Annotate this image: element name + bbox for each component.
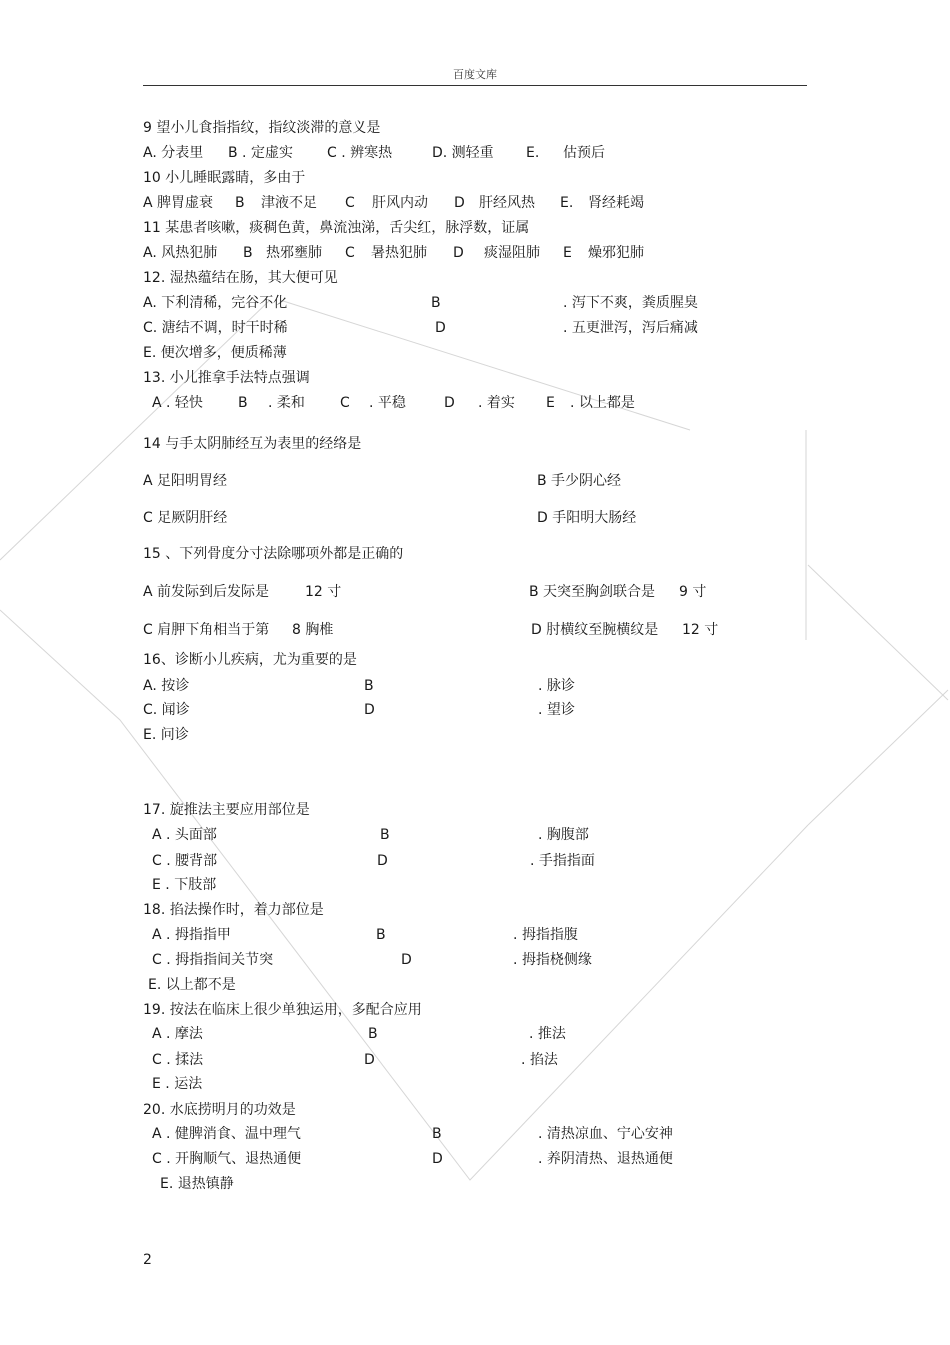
q20-option-b-text: . 清热凉血、宁心安神 xyxy=(538,1126,673,1142)
q17-option-b-letter: B xyxy=(380,827,390,843)
q19-option-d-letter: D xyxy=(364,1052,375,1068)
q16-option-d-letter: D xyxy=(364,702,375,718)
q19-option-d-text: . 掐法 xyxy=(521,1052,558,1068)
header-divider xyxy=(143,85,807,86)
q10-option-d-text: 肝经风热 xyxy=(479,195,535,211)
q12-option-d-text: . 五更泄泻，泻后痛减 xyxy=(563,320,698,336)
q19-option-b-letter: B xyxy=(368,1026,378,1042)
q15-option-a: A 前发际到后发际是 xyxy=(143,584,270,600)
q15-option-c-value: 8 胸椎 xyxy=(292,622,334,638)
q12-option-b-text: . 泻下不爽，粪质腥臭 xyxy=(563,295,698,311)
q11-option-c-letter: C xyxy=(345,245,355,261)
question-15: 15 、下列骨度分寸法除哪项外都是正确的 xyxy=(143,546,404,562)
q16-option-a: A. 按诊 xyxy=(143,678,190,694)
q19-option-a: A . 摩法 xyxy=(152,1026,203,1042)
q15-option-d: D 肘横纹至腕横纹是 xyxy=(531,622,659,638)
question-13: 13. 小儿推拿手法特点强调 xyxy=(143,370,310,386)
q16-option-b-letter: B xyxy=(364,678,374,694)
q13-option-c-letter: C xyxy=(340,395,350,411)
q16-option-e: E. 问诊 xyxy=(143,727,189,743)
q10-option-e-letter: E. xyxy=(560,195,574,211)
question-19: 19. 按法在临床上很少单独运用，多配合应用 xyxy=(143,1002,422,1018)
q17-option-c: C . 腰背部 xyxy=(152,853,218,869)
q11-option-d-letter: D xyxy=(453,245,464,261)
q12-option-a: A. 下利清稀，完谷不化 xyxy=(143,295,288,311)
q15-option-b-value: 9 寸 xyxy=(679,584,707,600)
q14-option-d: D 手阳明大肠经 xyxy=(537,510,637,526)
question-11: 11 某患者咳嗽，痰稠色黄，鼻流浊涕，舌尖红，脉浮数，证属 xyxy=(143,220,530,236)
q15-option-c: C 肩胛下角相当于第 xyxy=(143,622,270,638)
q14-option-a: A 足阳明胃经 xyxy=(143,473,228,489)
q11-option-b-letter: B xyxy=(243,245,253,261)
q10-option-e-text: 肾经耗竭 xyxy=(588,195,644,211)
q12-option-c: C. 溏结不调，时干时稀 xyxy=(143,320,288,336)
q10-option-b-text: 津液不足 xyxy=(261,195,317,211)
q11-option-d-text: 痰湿阻肺 xyxy=(484,245,540,261)
q11-option-b-text: 热邪壅肺 xyxy=(266,245,322,261)
q17-option-d-text: . 手指指面 xyxy=(530,853,595,869)
q19-option-c: C . 揉法 xyxy=(152,1052,204,1068)
q11-option-e-letter: E xyxy=(563,245,572,261)
q10-option-d-letter: D xyxy=(454,195,465,211)
q20-option-a: A . 健脾消食、温中理气 xyxy=(152,1126,301,1142)
q14-option-c: C 足厥阴肝经 xyxy=(143,510,228,526)
q9-option-d: D. 测轻重 xyxy=(432,145,494,161)
q17-option-d-letter: D xyxy=(377,853,388,869)
q20-option-c: C . 开胸顺气、退热通便 xyxy=(152,1151,302,1167)
q12-option-d-letter: D xyxy=(435,320,446,336)
q16-option-c: C. 闻诊 xyxy=(143,702,190,718)
q17-option-b-text: . 胸腹部 xyxy=(538,827,589,843)
q12-option-e: E. 便次增多，便质稀薄 xyxy=(143,345,287,361)
question-18: 18. 掐法操作时，着力部位是 xyxy=(143,902,324,918)
q18-option-e: E. 以上都不是 xyxy=(148,977,236,993)
q18-option-d-text: . 拇指桡侧缘 xyxy=(513,952,592,968)
q9-option-b: B . 定虚实 xyxy=(228,145,293,161)
q17-option-a: A . 头面部 xyxy=(152,827,217,843)
q13-option-b-text: . 柔和 xyxy=(268,395,305,411)
q13-option-b-letter: B xyxy=(238,395,248,411)
q19-option-b-text: . 推法 xyxy=(529,1026,566,1042)
question-16: 16、诊断小儿疾病，尤为重要的是 xyxy=(143,652,357,668)
q13-option-d-text: . 着实 xyxy=(478,395,515,411)
q10-option-c-letter: C xyxy=(345,195,355,211)
q12-option-b-letter: B xyxy=(431,295,441,311)
q18-option-d-letter: D xyxy=(401,952,412,968)
question-9: 9 望小儿食指指纹，指纹淡滞的意义是 xyxy=(143,120,381,136)
q10-option-a: A 脾胃虚衰 xyxy=(143,195,214,211)
q13-option-e-text: . 以上都是 xyxy=(570,395,635,411)
question-17: 17. 旋推法主要应用部位是 xyxy=(143,802,310,818)
q9-option-a: A. 分表里 xyxy=(143,145,204,161)
q13-option-d-letter: D xyxy=(444,395,455,411)
q9-option-e-text: 估预后 xyxy=(563,145,605,161)
question-20: 20. 水底捞明月的功效是 xyxy=(143,1102,296,1118)
q20-option-d-text: . 养阴清热、退热通便 xyxy=(538,1151,673,1167)
q17-option-e: E . 下肢部 xyxy=(152,877,217,893)
q13-option-c-text: . 平稳 xyxy=(369,395,406,411)
q10-option-c-text: 肝风内动 xyxy=(372,195,428,211)
question-14: 14 与手太阴肺经互为表里的经络是 xyxy=(143,436,362,452)
header-title: 百度文库 xyxy=(453,68,497,81)
q20-option-e: E. 退热镇静 xyxy=(160,1176,234,1192)
q9-option-c: C . 辨寒热 xyxy=(327,145,393,161)
q16-option-d-text: . 望诊 xyxy=(538,702,575,718)
q14-option-b: B 手少阴心经 xyxy=(537,473,622,489)
q18-option-a: A . 拇指指甲 xyxy=(152,927,231,943)
q20-option-d-letter: D xyxy=(432,1151,443,1167)
q15-option-b: B 天突至胸剑联合是 xyxy=(529,584,656,600)
page-number: 2 xyxy=(143,1252,152,1268)
q13-option-e-letter: E xyxy=(546,395,555,411)
question-12: 12. 湿热蕴结在肠，其大便可见 xyxy=(143,270,338,286)
q16-option-b-text: . 脉诊 xyxy=(538,678,575,694)
q13-option-a: A . 轻快 xyxy=(152,395,203,411)
q15-option-d-value: 12 寸 xyxy=(682,622,719,638)
q15-option-a-value: 12 寸 xyxy=(305,584,342,600)
q19-option-e: E . 运法 xyxy=(152,1076,203,1092)
q10-option-b-letter: B xyxy=(235,195,245,211)
q11-option-a: A. 风热犯肺 xyxy=(143,245,218,261)
q11-option-e-text: 燥邪犯肺 xyxy=(588,245,644,261)
question-10: 10 小儿睡眠露睛，多由于 xyxy=(143,170,306,186)
q18-option-c: C . 拇指指间关节突 xyxy=(152,952,274,968)
q20-option-b-letter: B xyxy=(432,1126,442,1142)
q9-option-e-letter: E. xyxy=(526,145,540,161)
q18-option-b-text: . 拇指指腹 xyxy=(513,927,578,943)
q11-option-c-text: 暑热犯肺 xyxy=(371,245,427,261)
q18-option-b-letter: B xyxy=(376,927,386,943)
